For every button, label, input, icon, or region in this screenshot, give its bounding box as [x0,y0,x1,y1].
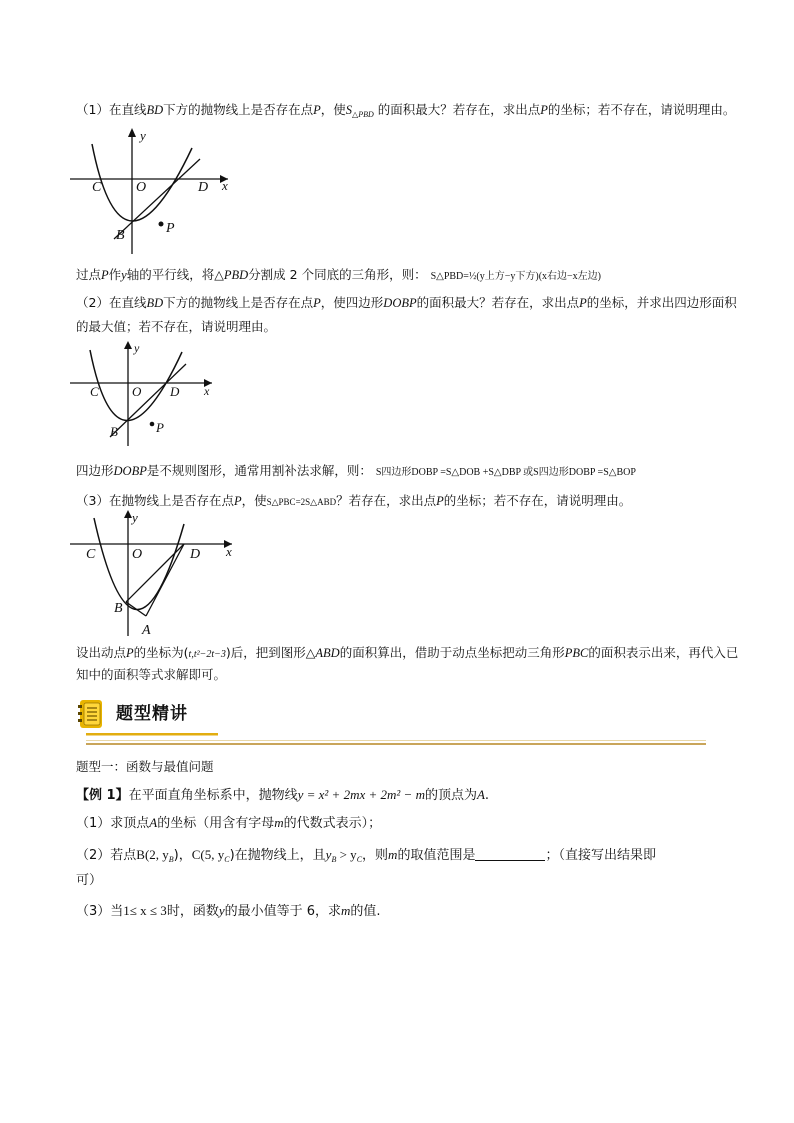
svg-text:O: O [136,180,147,195]
figure-2 [70,340,220,450]
svg-text:D: D [198,180,209,195]
svg-text:C: C [90,384,99,399]
type1-title: 题型一：函数与最值问题 [76,759,214,774]
svg-text:B: B [116,228,125,243]
section-header [76,697,706,749]
q2-formula: S四边形DOBP =S△DOB +S△DBP 或S四边形DOBP =S△BOP [375,467,636,478]
svg-text:O: O [132,547,143,562]
example-1-part3: （3）当1≤ x ≤ 3时，函数y的最小值等于 6，求m的值. [76,903,381,919]
section-title: 题型精讲 [116,704,188,724]
q2-text-line1: （2）在直线BD下方的抛物线上是否存在点P，使四边形DOBP的面积最大？若存在，求出点P的坐标，并求出四边形面积 [76,295,737,310]
svg-text:D: D [190,547,201,562]
example-1-stem: 【例 1】在平面直角坐标系中，抛物线y = x² + 2mx + 2m² − m的顶点为A. [76,787,490,803]
example-1-part2: （2）若点B(2, $y_B$)，C(5, $y_C$)在抛物线上，且$y_B > y_C$，则m的取值范围是 ；（直接写出结果即 [76,847,656,864]
q2-text-line2: 的最大值；若不存在，请说明理由。 [76,319,277,334]
svg-text:B: B [114,601,123,616]
svg-text:y: y [132,510,138,525]
q1-text: （1）在直线BD下方的抛物线上是否存在点P，使$S_{\triangle PBD}$ 的面积最大？若存在，求出点P的坐标；若不存在，请说明理由。 [76,102,736,119]
svg-text:A: A [142,623,151,638]
q1-formula: S△PBD=½(y上方−y下方)(x右边−x左边) [430,271,602,282]
q1-hint: 过点P作y轴的平行线，将△PBD分割成 2 个同底的三角形，则： S△PBD=½(y上方−y下方)(x右边−x左边) [76,267,602,282]
example-1-part1: （1）求顶点A的坐标（用含有字母m的代数式表示）； [76,815,382,831]
svg-text:D: D [170,384,180,399]
svg-text:B: B [110,424,118,439]
svg-text:C: C [92,180,102,195]
svg-text:y: y [134,341,140,355]
area-symbol: S [345,103,353,117]
q3-text: （3）在抛物线上是否存在点P，使S△PBC=2S△ABD？若存在，求出点P的坐标；若不存在，请说明理由。 [76,493,632,508]
q2-hint: 四边形DOBP是不规则图形，通常用割补法求解，则： S四边形DOBP =S△DOB +S△DBP 或S四边形DOBP =S△BOP [76,463,636,478]
figure-1 [70,126,240,256]
q3-hint-line2: 知中的面积等式求解即可。 [76,667,227,682]
notebook-icon [78,700,102,728]
svg-text:P: P [166,221,175,236]
figure-3 [70,508,240,638]
q3-hint-line1: 设出动点P的坐标为(t,t²−2t−3)后，把到图形△ABD的面积算出，借助于动点坐标把动三角形PBC的面积表示出来，再代入已 [76,645,739,660]
svg-text:x: x [226,544,232,559]
svg-text:x: x [204,384,210,398]
svg-text:O: O [132,384,142,399]
svg-text:C: C [86,547,96,562]
svg-text:P: P [156,420,164,435]
svg-text:x: x [222,178,228,193]
svg-text:y: y [140,128,146,143]
example-1-part2-line2: 可） [76,873,103,888]
answer-blank[interactable] [475,848,545,861]
